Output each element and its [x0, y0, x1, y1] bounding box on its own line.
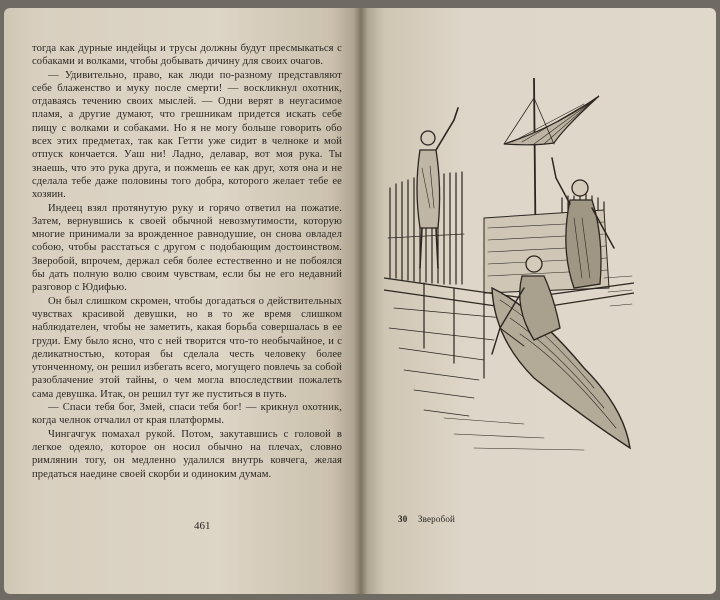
signature-title: Зверобой [417, 514, 456, 524]
right-page [360, 8, 716, 594]
paragraph: — Удивительно, право, как люди по-разному представляют себе блаженство и муку после смерти! — воскликнул охотник, отдаваясь течению своих мыслей. — Одни верят в неугасимое пламя, а другие думают, что грешникам придется искать себе пищу с волками и собаками. Но я не могу больше говорить обо всех этих предметах, так как Гетти уже сидит в челноке и мой отпуск кончается. Уаш ни! Ладно, делавар, вот моя рука. Ты знаешь, что это рука друга, и пожмешь ее как друг, хотя она и не сделала тебе даже половины того добра, которого желает тебе ее хозяин. [32, 69, 342, 201]
book-gutter [354, 8, 368, 594]
standing-figure [417, 108, 458, 268]
left-page [4, 8, 360, 594]
paragraph: Он был слишком скромен, чтобы догадаться о действительных чувствах красивой девушки, но в то же время слишком наблюдателен, чтобы не заметить, какая борьба совершалась в ее груди. Ему было ясно, что с ней творится что-то необычайное, и с деликатностью, которая бы сделала честь человеку более утонченному, он решил избегать всего, могущего повлечь за собой разоблачение этой тайны, о чем могла впоследствии пожалеть сама девушка. Итак, он решил тут же пуститься в путь. [32, 295, 342, 400]
signature-number: 30 [398, 514, 408, 524]
paragraph: Индеец взял протянутую руку и горячо ответил на пожатие. Затем, вернувшись к своей обычной невозмутимости, которую многие принимали за врожденное равнодушие, он снова овладел собою, чтобы расстаться с другом с подобающим достоинством. Зверобой, впрочем, держал себя более естественно и не побоялся бы дать полную волю своим чувствам, если бы не его недавний разговор с Юдифью. [32, 202, 342, 294]
open-book [4, 8, 716, 594]
paragraph: тогда как дурные индейцы и трусы должны будут пресмыкаться с собаками и волками, чтобы добывать дичину для своих очагов. [32, 43, 342, 68]
canoe-illustration [384, 78, 634, 458]
paragraph: — Спаси тебя бог, Змей, спаси тебя бог! — крикнул охотник, когда челнок отчалил от края платформы. [32, 402, 342, 427]
left-page-text [32, 42, 342, 481]
page-number: 461 [194, 520, 211, 532]
canoe [492, 288, 630, 448]
paragraph: Чингачгук помахал рукой. Потом, закутавшись с головой в легкое одеяло, которое он носил обычно на плечах, словно римлянин тогу, он медленно удалился внутрь ковчега, желая предаться наедине своей скорби и одиноким думам. [32, 428, 342, 480]
page-footer [398, 514, 455, 524]
